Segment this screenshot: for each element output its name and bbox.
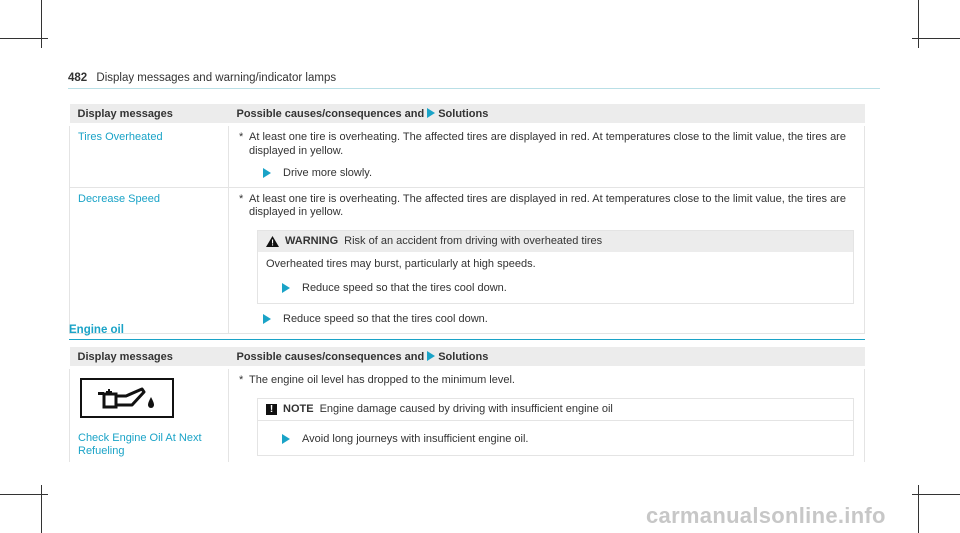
solution-step <box>282 282 845 296</box>
page-number: 482 <box>68 72 88 84</box>
cause-text: At least one tire is overheating. The affected tires are displayed in red. At temperatures close to the limit value, the tires are displayed in yellow. <box>249 131 846 157</box>
step-text: Reduce speed so that the tires cool down. <box>302 281 507 294</box>
arrow-icon <box>263 314 271 324</box>
solution-step <box>263 167 854 181</box>
page-header <box>68 72 336 84</box>
col-header-messages: Display messages <box>70 347 229 368</box>
step-text: Reduce speed so that the tires cool down. <box>283 313 488 325</box>
cause-cell <box>229 368 865 462</box>
note-title: Engine damage caused by driving with insufficient engine oil <box>319 402 613 415</box>
footnote-star: * <box>239 192 244 205</box>
warning-box <box>257 230 854 305</box>
crop-mark <box>41 485 42 533</box>
table-row <box>70 187 865 333</box>
section-title: Engine oil <box>69 324 124 336</box>
crop-mark <box>918 485 919 533</box>
arrow-icon <box>282 283 290 293</box>
warning-title: Risk of an accident from driving with overheated tires <box>344 234 603 247</box>
step-text: Avoid long journeys with insufficient engine oil. <box>302 433 529 445</box>
col-header-causes: Possible causes/consequences and Solutions <box>229 104 865 125</box>
footnote-star: * <box>239 131 244 143</box>
col-header-causes: Possible causes/consequences and Solutions <box>229 347 865 368</box>
cause <box>239 131 854 158</box>
engine-oil-table <box>69 347 865 462</box>
watermark: carmanualsonline.info <box>646 503 886 528</box>
cause-text: The engine oil level has dropped to the minimum level. <box>249 374 515 386</box>
page-header-title: Display messages and warning/indicator lamps <box>96 72 337 84</box>
step-text: Drive more slowly. <box>283 167 373 179</box>
solution-step <box>263 313 854 327</box>
note-box <box>257 398 854 456</box>
warning-triangle-icon <box>266 236 279 247</box>
crop-mark <box>912 38 960 39</box>
cause <box>239 193 854 220</box>
warning-text: Overheated tires may burst, particularly at high speeds. <box>266 258 536 270</box>
arrow-icon <box>282 434 290 444</box>
footnote-star: * <box>239 374 244 386</box>
col-header-messages: Display messages <box>70 104 229 125</box>
table-header-row <box>70 347 865 368</box>
cause-cell <box>229 187 865 333</box>
warning-header <box>258 231 853 253</box>
display-message-cell <box>70 368 229 462</box>
table-row <box>70 125 865 188</box>
crop-mark <box>41 0 42 48</box>
crop-mark <box>918 0 919 48</box>
oil-can-icon <box>80 378 174 418</box>
tire-messages-table <box>69 104 865 334</box>
warning-body <box>258 252 853 303</box>
display-message: Check Engine Oil At Next Refueling <box>78 432 202 457</box>
display-message: Decrease Speed <box>70 187 229 333</box>
crop-mark <box>912 494 960 495</box>
section-rule <box>69 339 865 340</box>
warning-label: WARNING <box>285 234 339 247</box>
table-row <box>70 368 865 462</box>
arrow-icon <box>427 351 435 361</box>
display-message: Tires Overheated <box>70 125 229 188</box>
header-rule <box>68 88 880 89</box>
note-label: NOTE <box>283 402 314 415</box>
note-header <box>258 399 853 421</box>
cause-text: At least one tire is overheating. The affected tires are displayed in red. At temperatures close to the limit value, the tires are displayed in yellow. <box>249 192 846 218</box>
cause-cell <box>229 125 865 188</box>
arrow-icon <box>427 108 435 118</box>
arrow-icon <box>263 168 271 178</box>
note-icon: ! <box>266 404 277 415</box>
table-header-row <box>70 104 865 125</box>
solution-step <box>282 433 845 447</box>
cause <box>239 374 854 388</box>
note-body <box>258 420 853 455</box>
